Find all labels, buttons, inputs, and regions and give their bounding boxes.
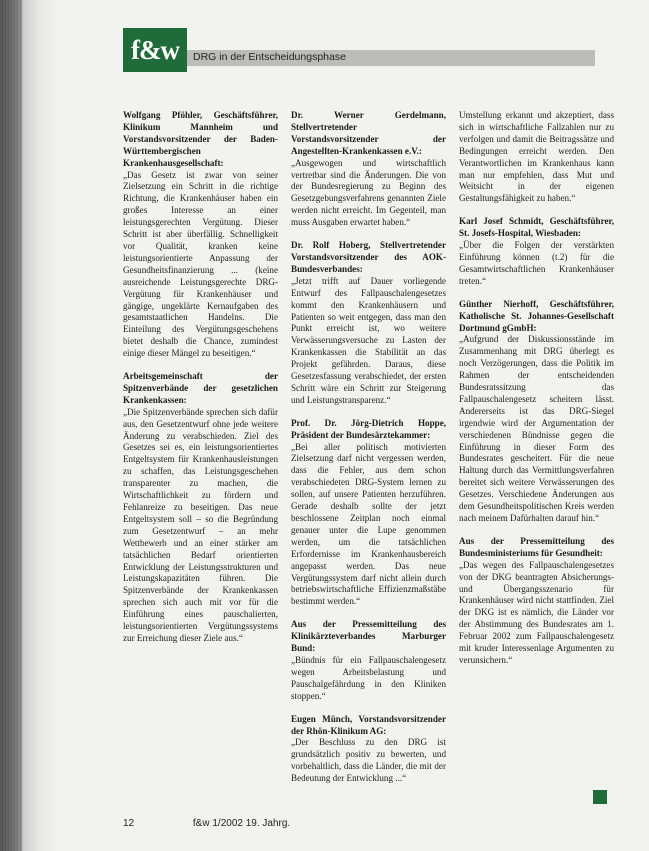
statement-text: „Das wegen des Fallpauschalengesetzes von der DKG beantragten Absicherungs- und Übergangsszenario für Krankenhäuser wird nicht stattfinden. Ziel der DKG ist es nämlich, die Länder vor der Abstimmung des Bundesrates am 1. Februar 2002 zum Fallpauschalengesetz mit kruder Interessenlage Argumenten zu verunsichern.“: [459, 559, 614, 665]
speaker-heading: Dr. Rolf Hoberg, Stellvertretender Vorstandsvorsitzender des AOK-Bundesverbandes:: [291, 240, 446, 274]
column-3: [459, 110, 614, 800]
book-binding-shadow: [0, 0, 95, 851]
end-mark: [593, 790, 607, 804]
page-number: 12: [123, 818, 135, 829]
statement-block: [459, 110, 614, 205]
page-footer: [123, 818, 290, 829]
statement-text: „Aufgrund der Diskussionsstände im Zusammenhang mit DRG überlegt es noch Verzögerungen, dass die Politik im Rahmen der entscheidenden Bundesratssitzung das Fallpauschalengesetz scheitern lässt. Andererseits ist das DRG-Siegel irgendwie wird der Argumentation der verschiedenen Bündnisse gegen die Einführung in dieser Form des Bundesrates gescheitert. Für die neue Haltung durch das Vermittlungsverfahren bereitet sich weitere Verwässerungen des Gesetzes. Verschiedene Änderungen aus dem Gesundheitspolitischen Kreis werden nach meinem Dafürhalten darauf hin.“: [459, 334, 614, 523]
speaker-heading: Günther Nierhoff, Geschäftsführer, Katholische St. Johannes-Gesellschaft Dortmund gGmbH:: [459, 298, 614, 333]
statement-block: [291, 240, 446, 407]
statement-text: „Die Spitzenverbände sprechen sich dafür aus, den Gesetzentwurf ohne jede weitere Änderung zu verabschieden. Ziel des Gesetzes sei es, ein leistungsorientiertes Entgeltsystem für Krankenhausleistungen zu schaffen, das Leistungsgeschehen transparenter zu machen, die Wirtschaftlichkeit zu fördern und Fehlanreize zu beseitigen. Das neue Entgeltsystem soll – so die Begründung zum Gesetzentwurf – an mehr Wettbewerb und an einer stärker am tatsächlichen Bedarf orientierten Entwicklung der Leistungsstrukturen und Leistungskapazitäten führen. Die Spitzenverbände der Krankenkassen sprechen sich auch mit vor für die Einführung eines pauschalierten, leistungsorientierten Vergütungssystems zur Erreichung dieser Ziele aus.“: [123, 406, 278, 643]
magazine-page: [105, 18, 625, 838]
statement-block: [291, 110, 446, 229]
column-1: [123, 110, 278, 800]
statement-text: „Bündnis für ein Fallpauschalengesetz wegen Arbeitsbelastung und Pauschalgefährdung in den Kliniken stoppen.“: [291, 654, 446, 701]
journal-issue: f&w 1/2002 19. Jahrg.: [192, 818, 291, 829]
statement-block: [459, 216, 614, 287]
article-columns: [123, 110, 617, 800]
statement-block: [459, 299, 614, 525]
running-title: DRG in der Entscheidungsphase: [193, 51, 346, 63]
statement-text: „Bei aller politisch motivierten Zielsetzung darf nicht vergessen werden, dass die Fehler, aus dem schon verabschiedeten DRG-System lernen zu sollen, auf unsere Patienten herzuführen. Gerade deshalb sollte der jetzt beschlossene Zeitplan noch einmal genauer unter die Lupe genommen werden, um die tatsächlichen Erfordernisse im Krankenhausbereich angepasst werden. Das neue Vergütungssystem darf nicht allein durch betriebswirtschaftliche Effizienzmaßstäbe bestimmt werden.“: [291, 441, 446, 607]
column-2: [291, 110, 446, 800]
page-edges: [0, 0, 22, 851]
statement-block: [291, 619, 446, 702]
statement-block: [123, 371, 278, 645]
speaker-heading: Aus der Pressemitteilung des Klinikärzteverbandes Marburger Bund:: [291, 619, 446, 654]
speaker-heading: Prof. Dr. Jörg-Dietrich Hoppe, Präsident der Bundesärztekammer:: [291, 417, 446, 440]
speaker-heading: Wolfgang Pföhler, Geschäftsführer, Klinikum Mannheim und Vorstandsvorsitzender der Baden-Württembergischen Krankenhausgesellschaft:: [123, 110, 278, 168]
statement-text: „Der Beschluss zu den DRG ist grundsätzlich positiv zu bewerten, und vorbehaltlich, dass die Länder, die mit der Bedeutung der Entwicklung ...“: [291, 737, 446, 784]
speaker-heading: Dr. Werner Gerdelmann, Stellvertretender Vorstandsvorsitzender der Angestellten-Krankenkassen e.V.:: [291, 110, 446, 156]
statement-text: „Jetzt trifft auf Dauer vorliegende Entwurf des Fallpauschalengesetzes kommt den Krankenhäusern und Patienten so weit entgegen, dass man den Punkt erreicht ist, wo weitere Verwässerungsversuche zu Lasten der Krankenkassen die Stabilität an das Projekt gefährden. Daraus, diese Gesetzesfassung verabschiedet, der ersten Schritt wäre ein Schritt zur Steigerung und Leistungstransparenz.“: [291, 275, 446, 405]
fw-logo: f&w: [123, 28, 187, 72]
speaker-heading: Arbeitsgemeinschaft der Spitzenverbände der gesetzlichen Krankenkassen:: [123, 371, 278, 405]
statement-block: [291, 714, 446, 785]
statement-block: [123, 110, 278, 360]
statement-text: Umstellung erkannt und akzeptiert, dass sich in wirtschaftliche Fallzahlen nur zu verfolgen und damit die Beitragssätze und Bedingungen erreicht werden. Den Verantwortlichen im Krankenhaus kann man nur empfehlen, dass Mut und Weitsicht in der eigenen Gestaltungsfähigkeit zu haben.“: [459, 110, 614, 204]
statement-text: „Über die Folgen der verstärkten Einführung können (t.2) für die Gesamtwirtschaftlichen Krankenhäuser treten.“: [459, 240, 614, 286]
statement-block: [291, 418, 446, 609]
statement-text: „Ausgewogen und wirtschaftlich vertretbar sind die Änderungen. Die von der Bundesregierung zu Beginn des Gesetzgebungsverfahrens genannten Ziele werden nicht erreicht. Im Gegenteil, man muss Ausgaben erwartet haben.“: [291, 157, 446, 228]
speaker-heading: Eugen Münch, Vorstandsvorsitzender der Rhön-Klinikum AG:: [291, 713, 446, 736]
statement-text: „Das Gesetz ist zwar von seiner Zielsetzung ein Schritt in die richtige Richtung, die Krankenhäuser haben ein großes Interesse an einer leistungsgerechten Vergütung. Dieser Schritt ist aber überfällig. Schnelligkeit vor Qualität, kranken keine leistungsorientierte Anpassung der Gesundheitsfinanzierung ... (keine ausreichende Leistungsgerechte DRG-Vergütung für Krankenhäuser und gängige, ungeklärte Kernaufgaben des gesamtstaatlichen Handelns. Die Einteilung des Vergütungsgeschehens bietet deshalb die Chance, zumindest einige dieser Mängel zu beseitigen.“: [123, 169, 278, 359]
speaker-heading: Aus der Pressemitteilung des Bundesministeriums für Gesundheit:: [459, 535, 614, 558]
statement-block: [459, 536, 614, 667]
speaker-heading: Karl Josef Schmidt, Geschäftsführer, St. Josefs-Hospital, Wiesbaden:: [459, 216, 614, 239]
